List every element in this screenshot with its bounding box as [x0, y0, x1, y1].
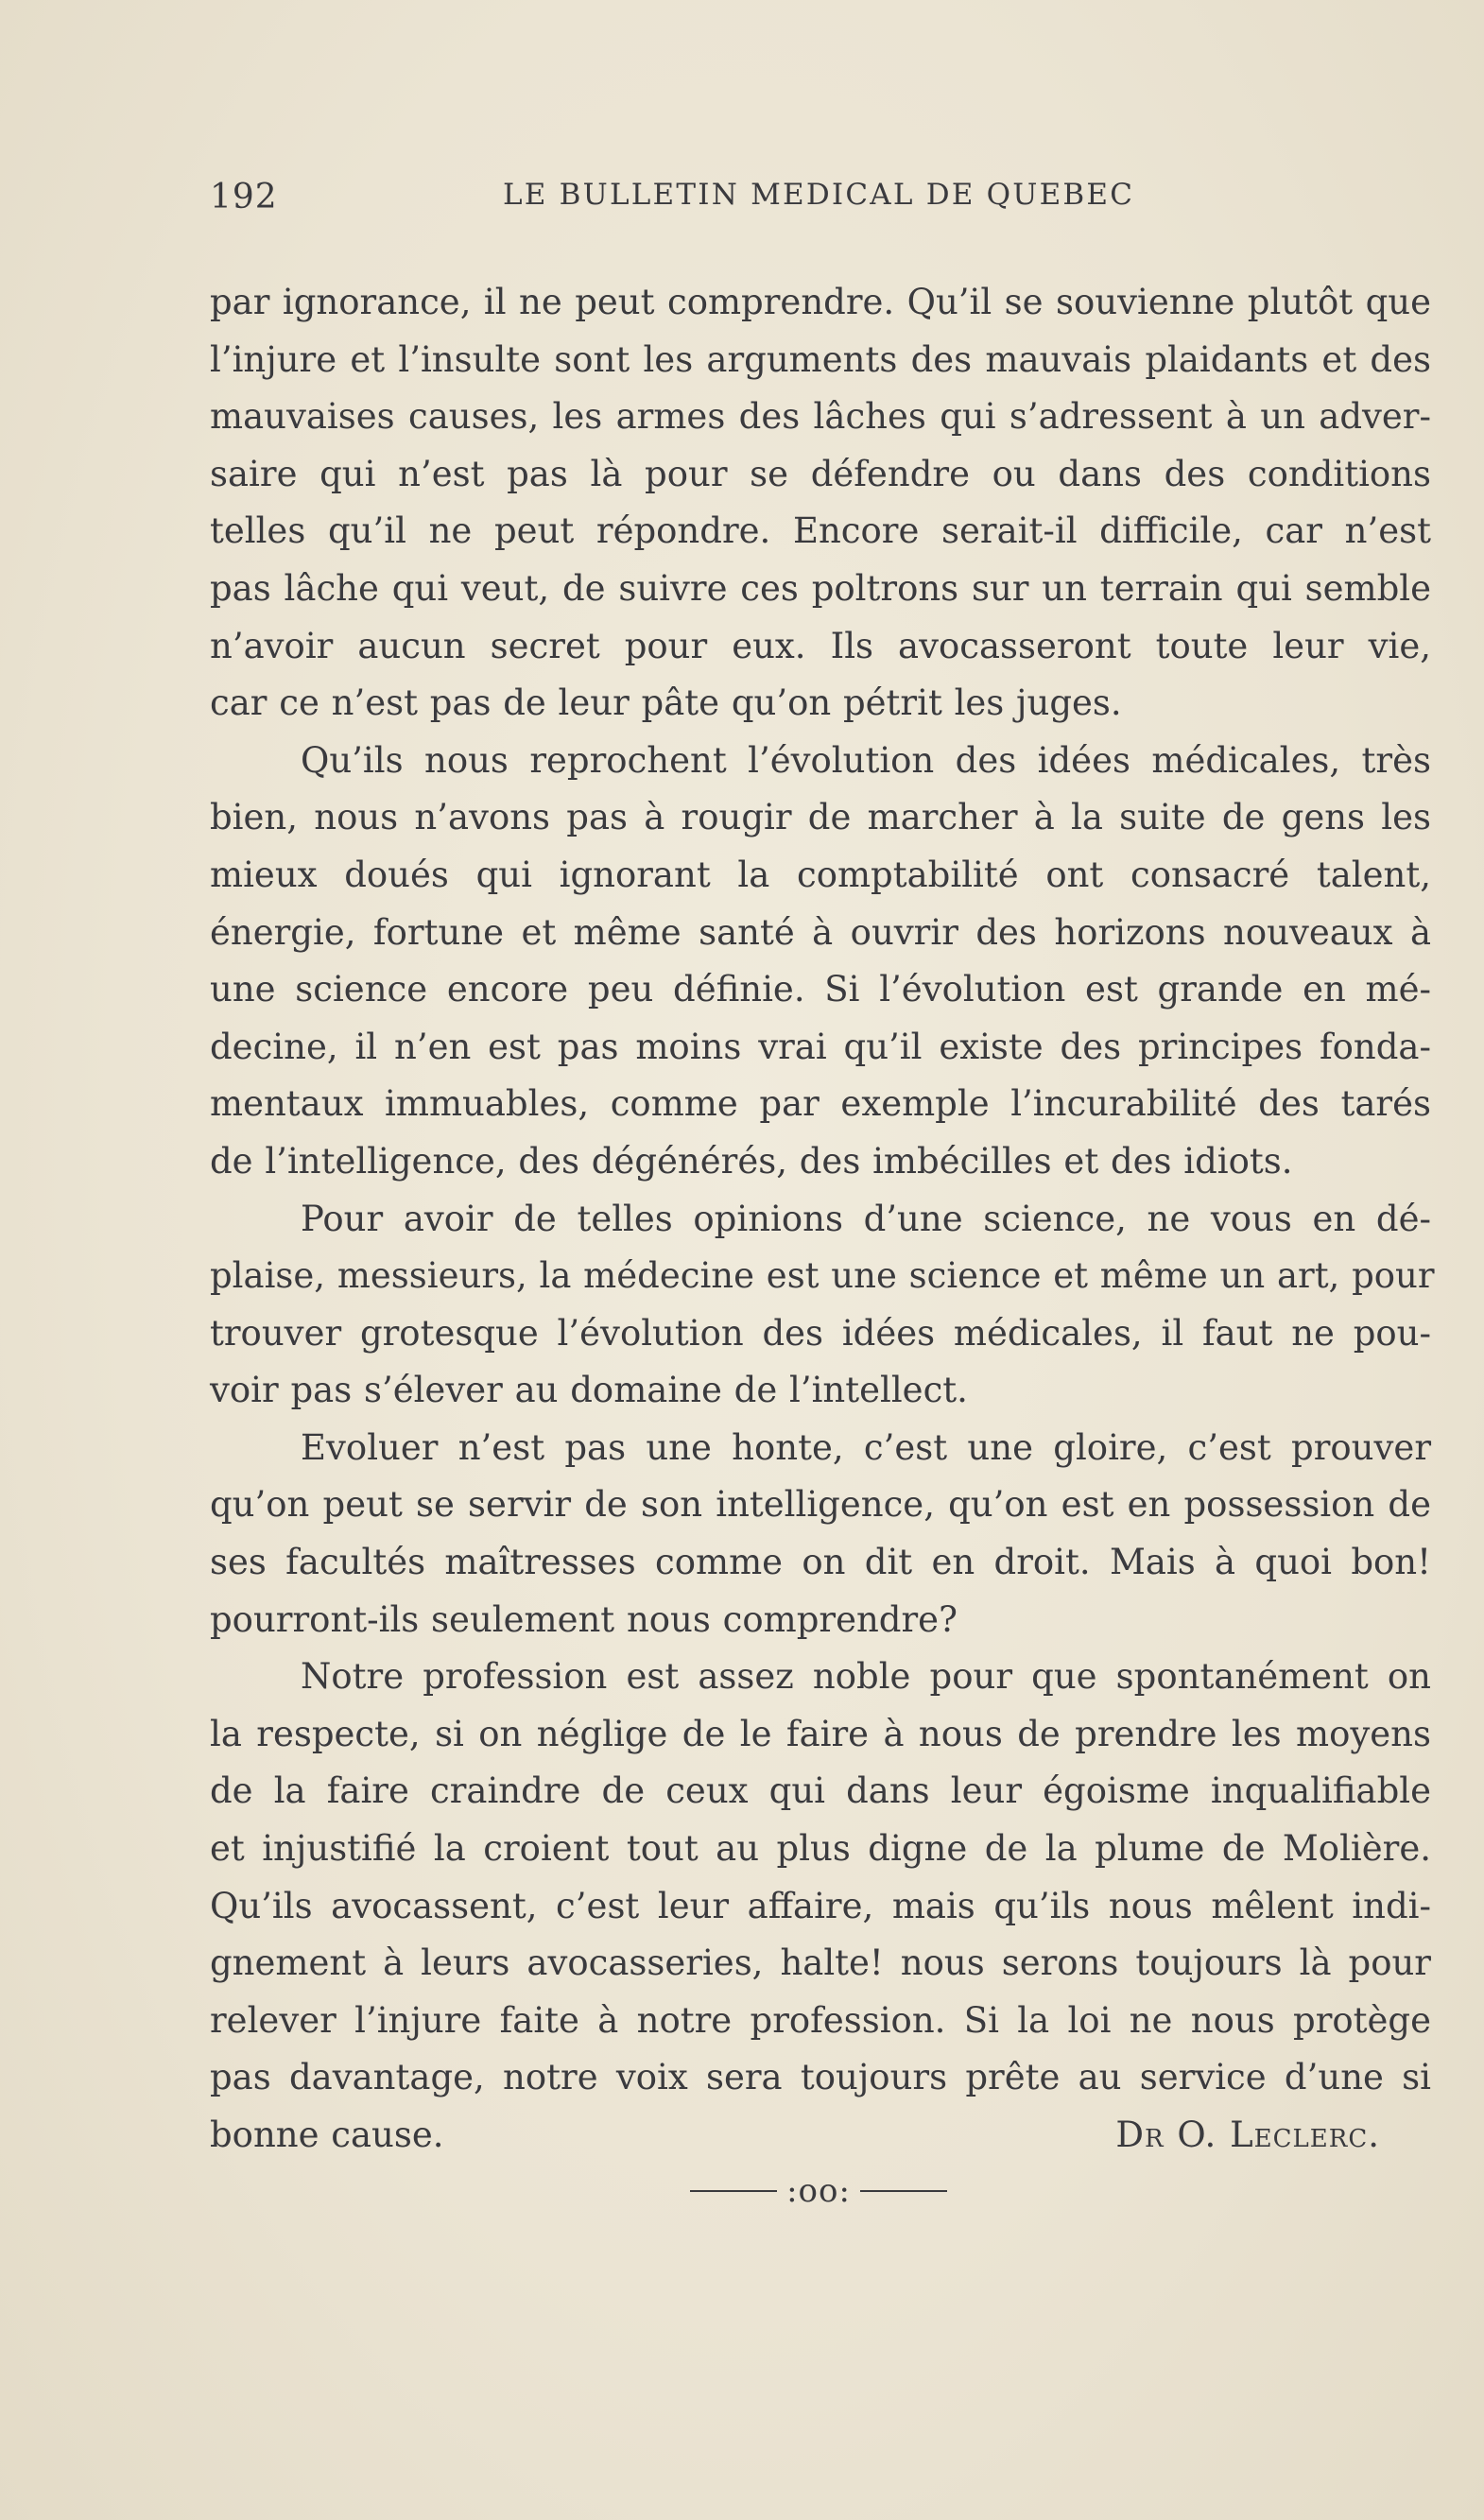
text-line: telles qu’il ne peut répondre. Encore serait-il difficile, car n’est	[210, 510, 1431, 552]
text-line: pas davantage, notre voix sera toujours prête au service d’une si	[210, 2057, 1431, 2098]
article-body	[210, 274, 1435, 2165]
text-line: voir pas s’élever au domaine de l’intellect.	[210, 1370, 968, 1411]
text-line: l’injure et l’insulte sont les arguments des mauvais plaidants et des	[210, 338, 1431, 380]
text-line: mieux doués qui ignorant la comptabilité ont consacré talent,	[210, 854, 1431, 895]
text-line: ses facultés maîtresses comme on dit en droit. Mais à quoi bon!	[210, 1542, 1431, 1583]
text-line: plaise, messieurs, la médecine est une science et même un art, pour	[210, 1255, 1435, 1297]
text-line: Notre profession est assez noble pour que spontanément on	[301, 1656, 1431, 1698]
text-line: la respecte, si on néglige de le faire à nous de prendre les moyens	[210, 1713, 1431, 1754]
separator-rule-right	[860, 2190, 947, 2192]
text-line: énergie, fortune et même santé à ouvrir des horizons nouveaux à	[210, 911, 1431, 953]
text-line: par ignorance, il ne peut comprendre. Qu’il se souvienne plutôt que	[210, 282, 1431, 322]
text-line: une science encore peu définie. Si l’évolution est grande en mé-	[210, 969, 1431, 1010]
text-line: car ce n’est pas de leur pâte qu’on pétrit les juges.	[210, 682, 1122, 724]
separator-ornament: :oo:	[786, 2172, 851, 2210]
closing-line	[210, 2107, 1431, 2165]
paragraph-5	[210, 1648, 1431, 2164]
text-line: gnement à leurs avocasseries, halte! nous serons toujours là pour	[210, 1942, 1431, 1984]
text-line: Qu’ils avocassent, c’est leur affaire, mais qu’ils nous mêlent indi-	[210, 1885, 1431, 1926]
paragraph-2	[210, 733, 1431, 1191]
text-line: decine, il n’en est pas moins vrai qu’il existe des principes fonda-	[210, 1026, 1431, 1067]
text-line: relever l’injure faite à notre profession. Si la loi ne nous protège	[210, 1999, 1431, 2041]
page-header	[210, 178, 1429, 227]
text-line: saire qui n’est pas là pour se défendre ou dans des conditions	[210, 453, 1431, 494]
paragraph-4	[210, 1420, 1431, 1648]
text-line: Evoluer n’est pas une honte, c’est une gloire, c’est prouver	[301, 1426, 1431, 1468]
author-signature: Dr O. Leclerc.	[1115, 2114, 1380, 2155]
section-separator	[690, 2170, 947, 2212]
page-number: 192	[210, 178, 278, 216]
closing-text: bonne cause.	[210, 2114, 444, 2155]
text-line: pas lâche qui veut, de suivre ces poltrons sur un terrain qui semble	[210, 567, 1431, 609]
text-line: trouver grotesque l’évolution des idées médicales, il faut ne pou-	[210, 1312, 1431, 1354]
text-line: de la faire craindre de ceux qui dans leur égoisme inqualifiable	[210, 1770, 1431, 1812]
paragraph-3	[210, 1191, 1435, 1420]
text-line: Qu’ils nous reprochent l’évolution des idées médicales, très	[301, 739, 1431, 781]
text-line: bien, nous n’avons pas à rougir de marcher à la suite de gens les	[210, 797, 1431, 838]
text-line: mentaux immuables, comme par exemple l’incurabilité des tarés	[210, 1083, 1431, 1125]
text-line: n’avoir aucun secret pour eux. Ils avocasseront toute leur vie,	[210, 625, 1431, 666]
paragraph-1	[210, 274, 1431, 733]
text-line: et injustifié la croient tout au plus digne de la plume de Molière.	[210, 1828, 1431, 1870]
text-line: mauvaises causes, les armes des lâches qui s’adressent à un adver-	[210, 396, 1431, 438]
text-line: Pour avoir de telles opinions d’une science, ne vous en dé-	[301, 1198, 1431, 1239]
separator-rule-left	[690, 2190, 777, 2192]
text-line: de l’intelligence, des dégénérés, des imbécilles et des idiots.	[210, 1140, 1293, 1182]
running-head: LE BULLETIN MEDICAL DE QUEBEC	[503, 178, 1135, 212]
text-line: pourront-ils seulement nous comprendre?	[210, 1598, 958, 1640]
text-line: qu’on peut se servir de son intelligence, qu’on est en possession de	[210, 1484, 1431, 1526]
